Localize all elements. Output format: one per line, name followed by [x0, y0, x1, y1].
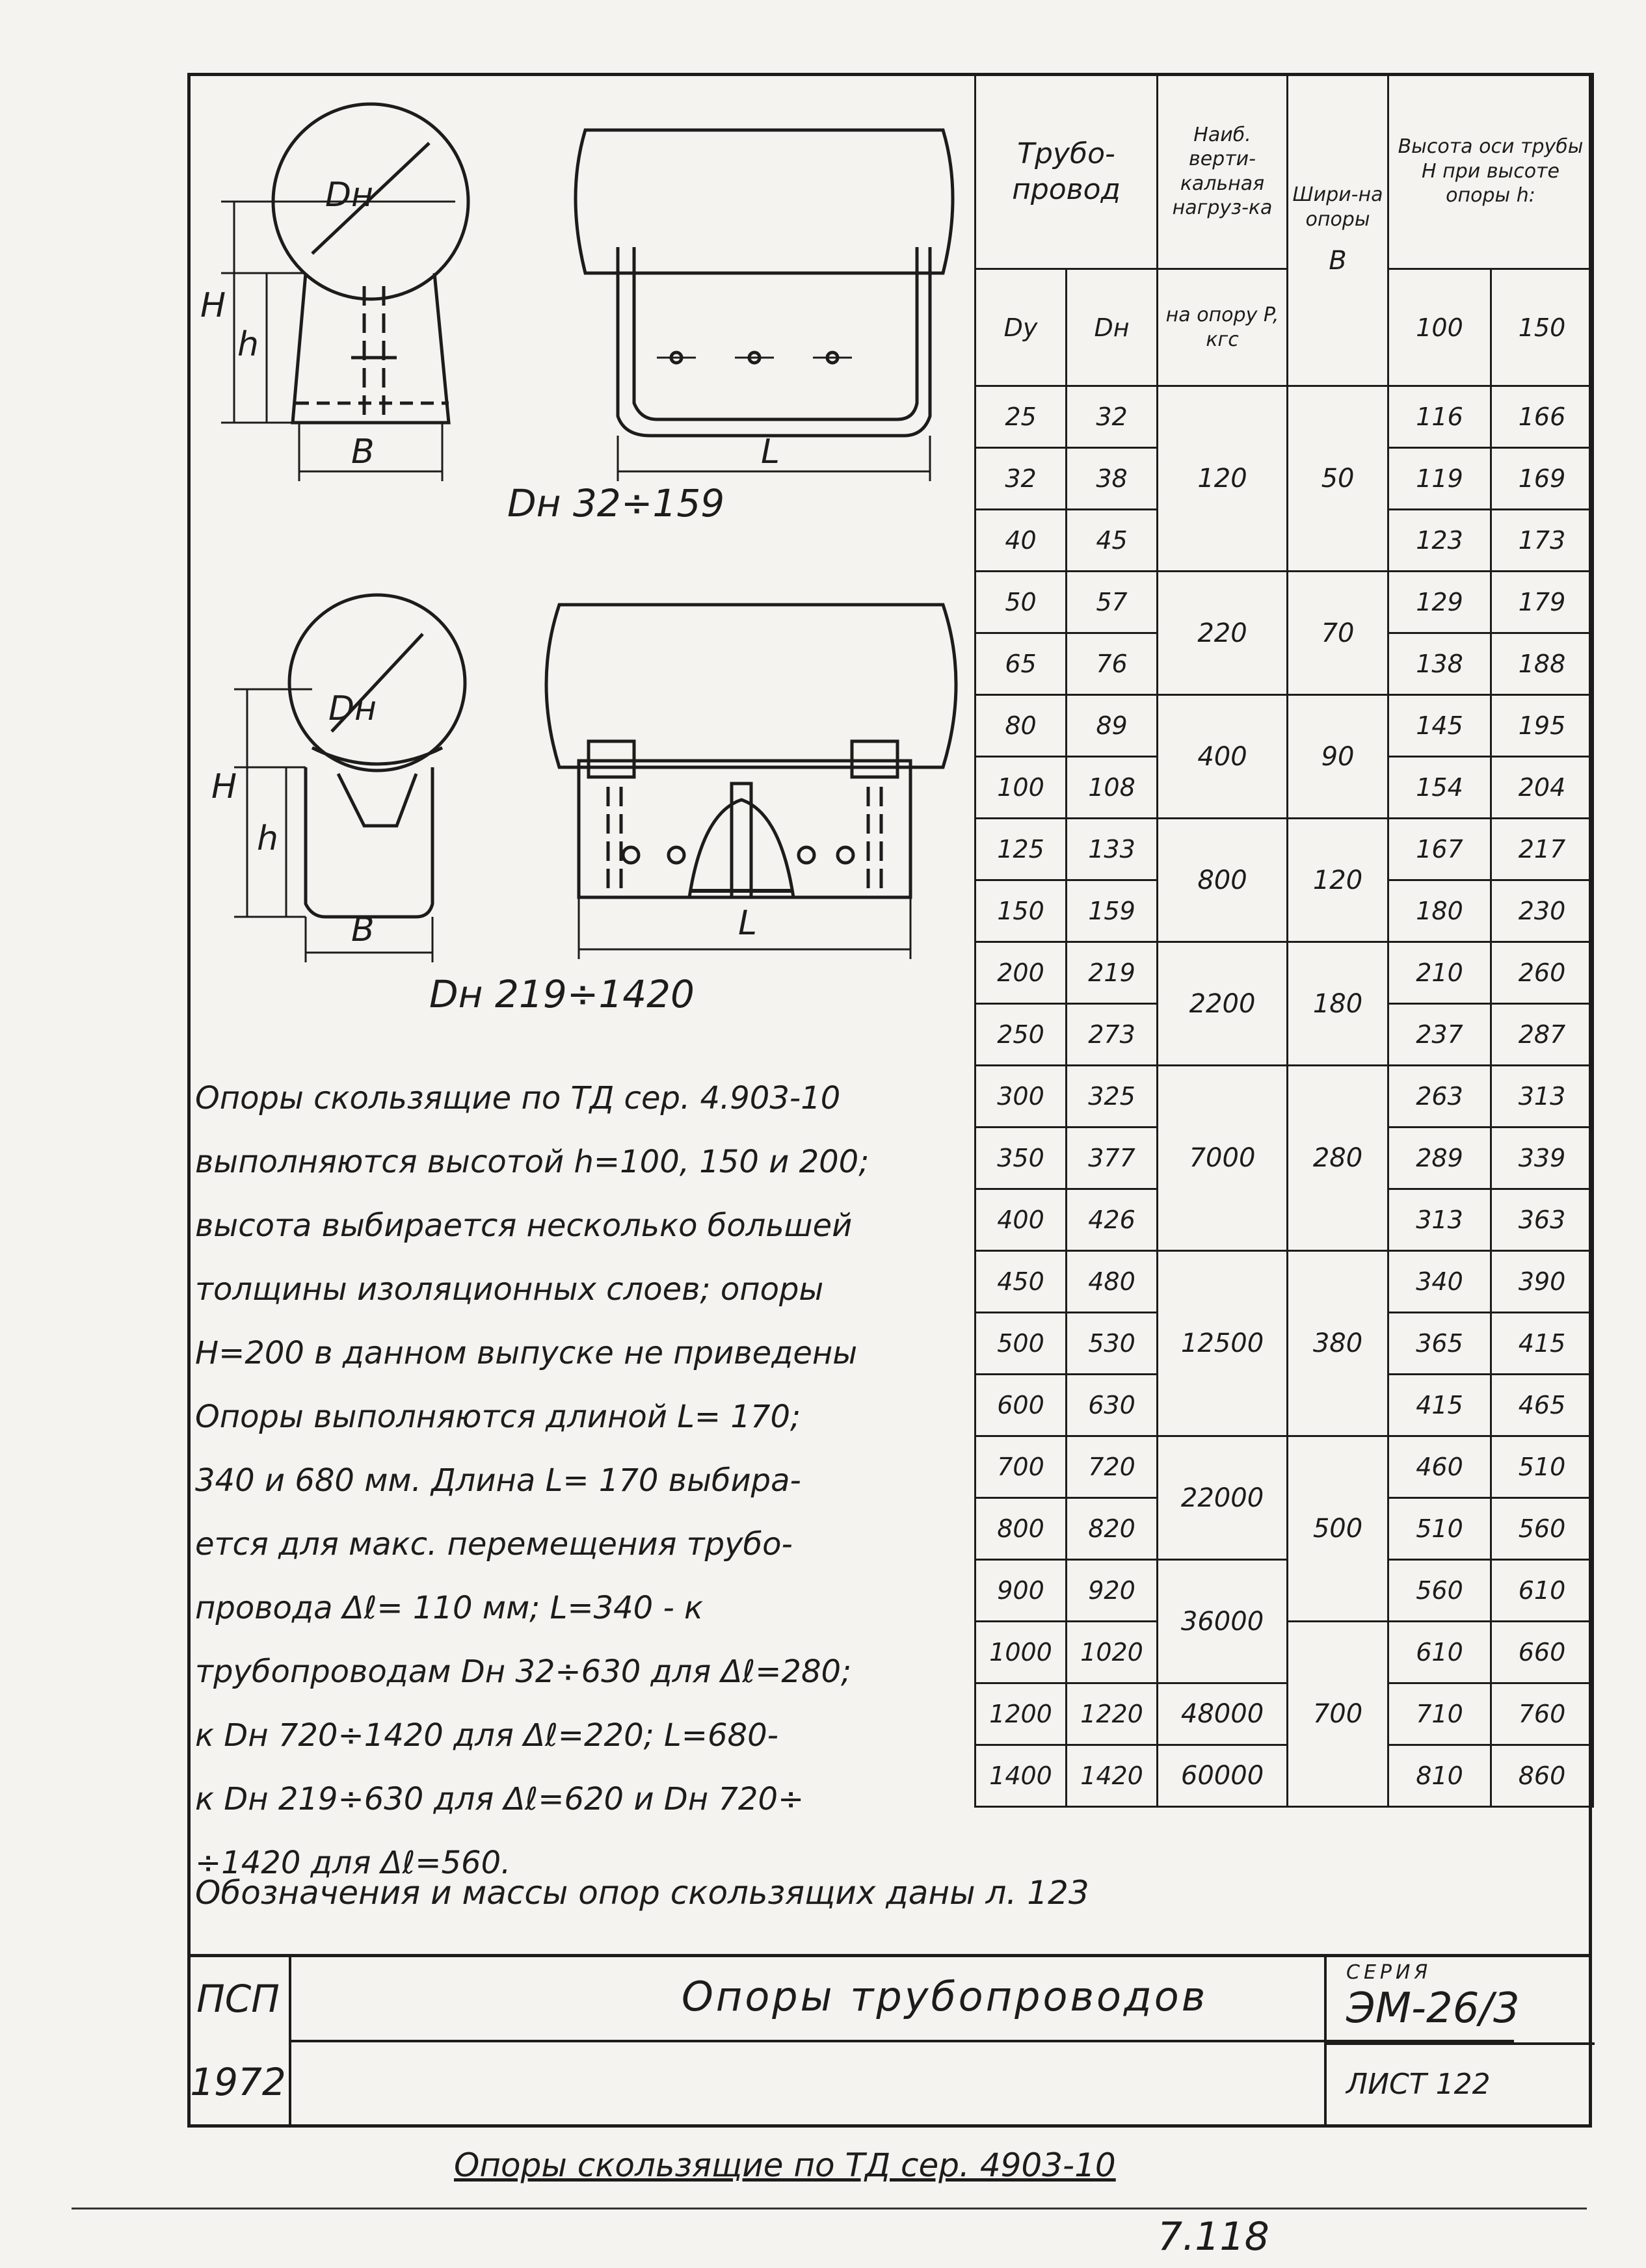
- cell-dy: 100: [976, 757, 1067, 819]
- cell-dy: 900: [976, 1560, 1067, 1622]
- cell-h100: 365: [1388, 1313, 1491, 1375]
- cell-h100: 710: [1388, 1683, 1491, 1745]
- cell-h100: 610: [1388, 1622, 1491, 1683]
- note-line: толщины изоляционных слоев; опоры: [195, 1271, 824, 1308]
- cell-load: 60000: [1158, 1745, 1288, 1807]
- table-row: [976, 572, 1593, 633]
- bottom-end-view: [234, 595, 465, 962]
- cell-load: 400: [1158, 695, 1288, 819]
- bottom-diameter-label: Dн: [328, 689, 377, 728]
- cell-width: 70: [1288, 572, 1388, 695]
- bottom-height-h-label: h: [257, 819, 278, 858]
- cell-width: 500: [1288, 1436, 1388, 1622]
- cell-h100: 313: [1388, 1189, 1491, 1251]
- cell-dy: 150: [976, 880, 1067, 942]
- caption-top: Dн 32÷159: [507, 481, 725, 525]
- bottom-width-B-label: B: [351, 910, 375, 949]
- cell-h100: 123: [1388, 510, 1491, 572]
- note-line: Опоры скользящие по ТД сер. 4.903-10: [195, 1080, 841, 1116]
- cell-dy: 80: [976, 695, 1067, 757]
- cell-dy: 1400: [976, 1745, 1067, 1807]
- cell-dy: 300: [976, 1066, 1067, 1127]
- cell-h150: 230: [1491, 880, 1593, 942]
- note-line: к Dн 720÷1420 для Δℓ=220; L=680-: [195, 1717, 778, 1754]
- cell-h100: 145: [1388, 695, 1491, 757]
- cell-h150: 363: [1491, 1189, 1593, 1251]
- note-line: Опоры выполняются длиной L= 170;: [195, 1399, 801, 1435]
- cell-h150: 465: [1491, 1375, 1593, 1436]
- cell-h100: 510: [1388, 1498, 1491, 1560]
- cell-h150: 217: [1491, 819, 1593, 880]
- caption-bottom: Dн 219÷1420: [429, 972, 695, 1016]
- cell-h150: 339: [1491, 1127, 1593, 1189]
- note-line: трубопроводам Dн 32÷630 для Δℓ=280;: [195, 1654, 852, 1690]
- note-line: к Dн 219÷630 для Δℓ=620 и Dн 720÷: [195, 1781, 804, 1817]
- cell-h150: 260: [1491, 942, 1593, 1004]
- cell-h150: 610: [1491, 1560, 1593, 1622]
- cell-h100: 560: [1388, 1560, 1491, 1622]
- org-year: 1972: [190, 2060, 286, 2104]
- cell-h150: 287: [1491, 1004, 1593, 1066]
- cell-dn: 377: [1067, 1127, 1158, 1189]
- top-height-h-label: h: [237, 325, 259, 364]
- cell-dn: 630: [1067, 1375, 1158, 1436]
- cell-dy: 400: [976, 1189, 1067, 1251]
- cell-dy: 200: [976, 942, 1067, 1004]
- cell-dy: 125: [976, 819, 1067, 880]
- cell-h100: 460: [1388, 1436, 1491, 1498]
- cell-h150: 415: [1491, 1313, 1593, 1375]
- cell-dy: 500: [976, 1313, 1067, 1375]
- cell-dn: 133: [1067, 819, 1158, 880]
- cell-dy: 50: [976, 572, 1067, 633]
- table-row: [976, 819, 1593, 880]
- top-side-view: [576, 130, 953, 481]
- cell-load: 36000: [1158, 1560, 1288, 1683]
- cell-h150: 860: [1491, 1745, 1593, 1807]
- note-line: ÷1420 для Δℓ=560.: [195, 1845, 511, 1881]
- bottom-length-L-label: L: [738, 904, 757, 943]
- doc-subtitle: Опоры скользящие по ТД сер. 4903-10: [454, 2146, 1116, 2184]
- cell-load: 220: [1158, 572, 1288, 695]
- cell-h100: 810: [1388, 1745, 1491, 1807]
- cell-h150: 169: [1491, 448, 1593, 510]
- cell-h150: 195: [1491, 695, 1593, 757]
- header-h100: 100: [1388, 269, 1491, 386]
- cell-h100: 116: [1388, 386, 1491, 448]
- cell-load: 7000: [1158, 1066, 1288, 1251]
- cell-dy: 700: [976, 1436, 1067, 1498]
- cell-dn: 45: [1067, 510, 1158, 572]
- page-mark: 7.118: [1158, 2214, 1269, 2260]
- cell-dy: 350: [976, 1127, 1067, 1189]
- note-line: ется для макс. перемещения трубо-: [195, 1526, 793, 1563]
- cell-load: 22000: [1158, 1436, 1288, 1560]
- cell-width: 50: [1288, 386, 1388, 572]
- cell-dn: 1220: [1067, 1683, 1158, 1745]
- cell-dy: 40: [976, 510, 1067, 572]
- cell-load: 12500: [1158, 1251, 1288, 1436]
- cell-dy: 1000: [976, 1622, 1067, 1683]
- cell-dn: 89: [1067, 695, 1158, 757]
- note-line: выполняются высотой h=100, 150 и 200;: [195, 1144, 869, 1180]
- table-row: [976, 386, 1593, 448]
- cell-h150: 560: [1491, 1498, 1593, 1560]
- cell-dy: 25: [976, 386, 1067, 448]
- cell-h150: 188: [1491, 633, 1593, 695]
- cell-h150: 660: [1491, 1622, 1593, 1683]
- cell-width: 90: [1288, 695, 1388, 819]
- cell-dy: 800: [976, 1498, 1067, 1560]
- header-dy: Dу: [976, 269, 1067, 386]
- sheet-number: ЛИСТ 122: [1346, 2068, 1491, 2101]
- cell-h100: 129: [1388, 572, 1491, 633]
- cell-h150: 510: [1491, 1436, 1593, 1498]
- top-end-view: [221, 104, 468, 481]
- header-width-sym: B: [1329, 246, 1347, 276]
- cell-load: 48000: [1158, 1683, 1288, 1745]
- cell-width: 700: [1288, 1622, 1388, 1807]
- cell-dn: 32: [1067, 386, 1158, 448]
- title-block-org: [187, 1957, 291, 2128]
- cell-dy: 1200: [976, 1683, 1067, 1745]
- cell-h150: 179: [1491, 572, 1593, 633]
- cell-h100: 138: [1388, 633, 1491, 695]
- series-box: [1324, 1957, 1595, 2128]
- cell-width: 180: [1288, 942, 1388, 1066]
- cell-h150: 390: [1491, 1251, 1593, 1313]
- series-label: СЕРИЯ: [1346, 1961, 1432, 1984]
- table-row: [976, 1066, 1593, 1127]
- cell-h100: 289: [1388, 1127, 1491, 1189]
- bottom-divider: [72, 2208, 1587, 2209]
- cell-dn: 1420: [1067, 1745, 1158, 1807]
- cell-dy: 250: [976, 1004, 1067, 1066]
- cell-width: 120: [1288, 819, 1388, 942]
- cell-h100: 237: [1388, 1004, 1491, 1066]
- header-width: [1288, 74, 1388, 386]
- title-block: [187, 1954, 1592, 2184]
- cell-dn: 273: [1067, 1004, 1158, 1066]
- cell-h100: 415: [1388, 1375, 1491, 1436]
- cell-load: 120: [1158, 386, 1288, 572]
- cell-width: 380: [1288, 1251, 1388, 1436]
- table-row: [976, 695, 1593, 757]
- cell-dn: 530: [1067, 1313, 1158, 1375]
- cell-dy: 600: [976, 1375, 1067, 1436]
- cell-dn: 1020: [1067, 1622, 1158, 1683]
- header-h150: 150: [1491, 269, 1593, 386]
- table-row: [976, 1251, 1593, 1313]
- cell-h100: 167: [1388, 819, 1491, 880]
- cell-dy: 32: [976, 448, 1067, 510]
- table-row: [976, 1560, 1593, 1622]
- org-name: ПСП: [196, 1977, 280, 2021]
- series-number: ЭМ-26/3: [1346, 1984, 1520, 2033]
- cell-dy: 65: [976, 633, 1067, 695]
- cell-load: 800: [1158, 819, 1288, 942]
- notes: [195, 1066, 969, 1895]
- top-width-B-label: B: [351, 432, 375, 471]
- top-length-L-label: L: [761, 432, 780, 471]
- note-line: H=200 в данном выпуске не приведены: [195, 1335, 858, 1371]
- note-line: 340 и 680 мм. Длина L= 170 выбира-: [195, 1462, 801, 1499]
- cell-dn: 159: [1067, 880, 1158, 942]
- header-load: Наиб. верти-кальная нагруз-ка: [1158, 74, 1288, 269]
- table-row: [976, 942, 1593, 1004]
- table-row: [976, 1683, 1593, 1745]
- doc-title: Опоры трубопроводов: [682, 1973, 1208, 2020]
- cell-h150: 313: [1491, 1066, 1593, 1127]
- cell-h100: 180: [1388, 880, 1491, 942]
- cell-dn: 920: [1067, 1560, 1158, 1622]
- cell-dn: 108: [1067, 757, 1158, 819]
- header-dn: Dн: [1067, 269, 1158, 386]
- cell-load: 2200: [1158, 942, 1288, 1066]
- cell-dn: 57: [1067, 572, 1158, 633]
- cell-dn: 720: [1067, 1436, 1158, 1498]
- table-row: [976, 1436, 1593, 1498]
- header-load-unit: на опору P, кгс: [1158, 269, 1288, 386]
- cell-h150: 760: [1491, 1683, 1593, 1745]
- cell-dn: 76: [1067, 633, 1158, 695]
- series-divider: [1327, 2042, 1595, 2045]
- cell-dn: 480: [1067, 1251, 1158, 1313]
- cell-dy: 450: [976, 1251, 1067, 1313]
- cell-dn: 820: [1067, 1498, 1158, 1560]
- reference-note: Обозначения и массы опор скользящих даны л. 123: [195, 1874, 1089, 1912]
- cell-dn: 426: [1067, 1189, 1158, 1251]
- note-line: провода Δℓ= 110 мм; L=340 - к: [195, 1590, 704, 1626]
- spec-table: [974, 73, 1594, 1808]
- table-row: [976, 1745, 1593, 1807]
- header-pipeline: Трубо-провод: [976, 74, 1158, 269]
- cell-h100: 263: [1388, 1066, 1491, 1127]
- cell-dn: 219: [1067, 942, 1158, 1004]
- cell-h150: 173: [1491, 510, 1593, 572]
- cell-dn: 325: [1067, 1066, 1158, 1127]
- cell-h150: 166: [1491, 386, 1593, 448]
- cell-h100: 210: [1388, 942, 1491, 1004]
- note-line: высота выбирается несколько большей: [195, 1207, 853, 1244]
- top-height-H-label: H: [200, 286, 226, 325]
- cell-h100: 119: [1388, 448, 1491, 510]
- cell-h150: 204: [1491, 757, 1593, 819]
- cell-h100: 340: [1388, 1251, 1491, 1313]
- header-height: Высота оси трубы H при высоте опоры h:: [1388, 74, 1593, 269]
- header-width-text: Шири-на опоры: [1292, 183, 1383, 231]
- bottom-height-H-label: H: [211, 767, 237, 806]
- cell-h100: 154: [1388, 757, 1491, 819]
- cell-dn: 38: [1067, 448, 1158, 510]
- top-diameter-label: Dн: [325, 176, 374, 215]
- cell-width: 280: [1288, 1066, 1388, 1251]
- spec-table-body: [976, 386, 1593, 1807]
